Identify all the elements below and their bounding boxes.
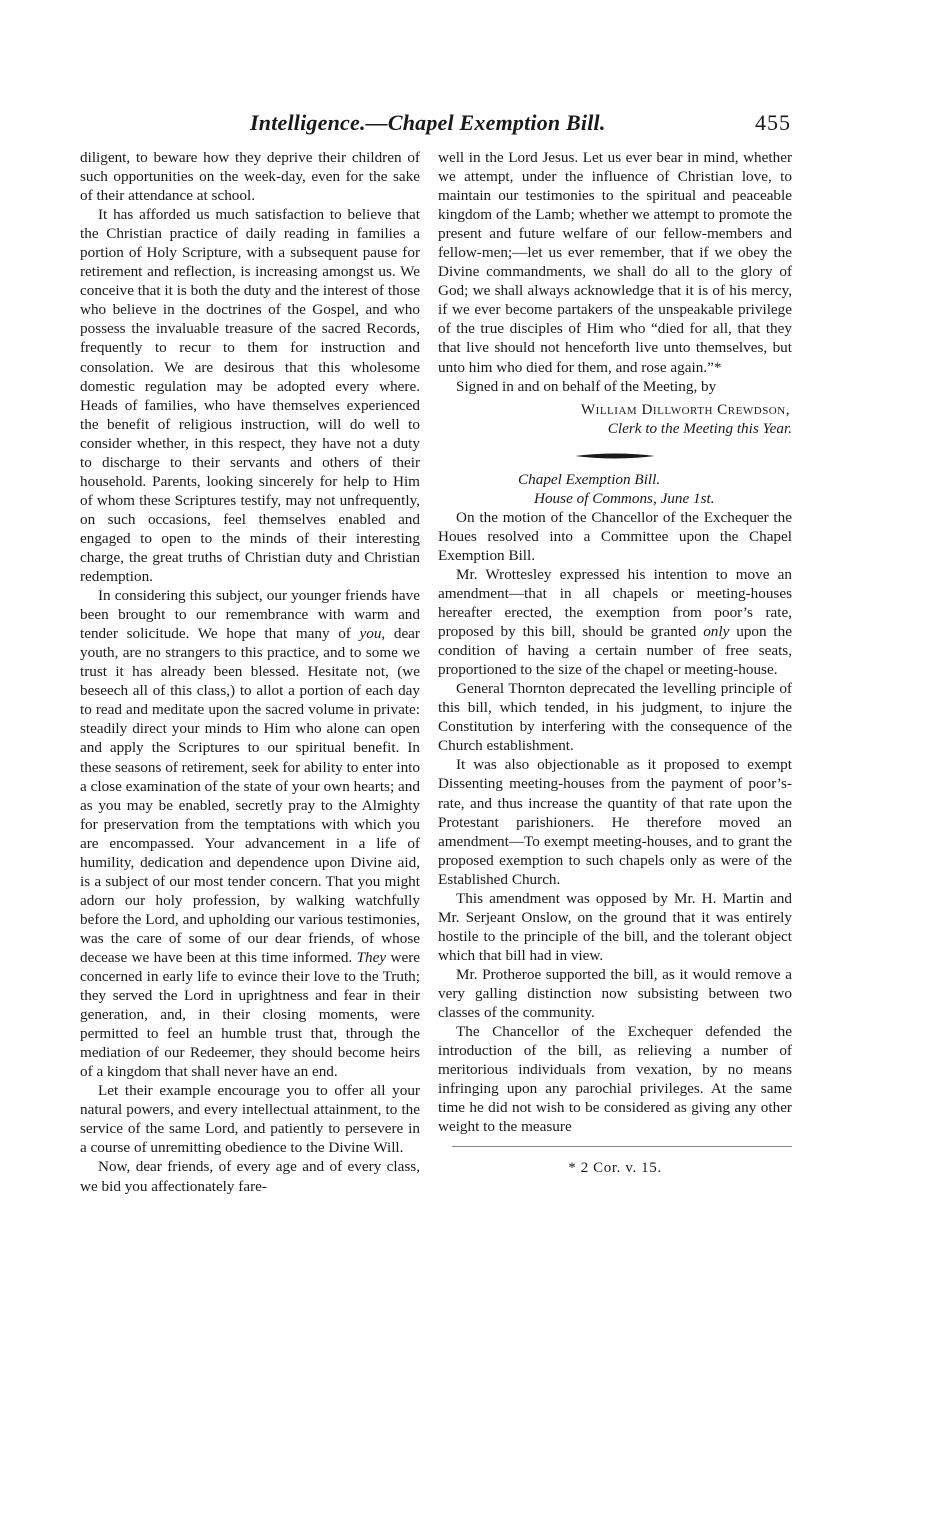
text-run: upon the condition of having a certain number of free seats, proportioned to the size of the chapel or meeting-house. [438,623,792,679]
section-title: Chapel Exemption Bill. [518,470,661,488]
signature-name: William Dillworth Crewdson, [580,400,790,418]
left-column [80,148,420,1196]
text-run: , dear youth, are no strangers to this practice, and to some we trust it has already been blessed. Hesitate not, (we beseech all of this class,) to allot a portion of each day to read and meditate upon the sacred volume in private: steadily direct your minds to Him who alone can open and apply the Scriptures to our spiritual benefit. In these seasons of retirement, seek for ability to enter into a close examination of the state of your own hearts; and as you may be enabled, secretly pray to the Almighty for preservation from the temptations with which you are encompassed. Your advancement in a life of humility, dedication and dependence upon Divine aid, is a subject of our most tender concern. That you might adorn our holy profession, by walking watchfully before the Lord, and upholding our various testimonies, was the care of some of our dear friends, of whose decease we have been at this time informed. [80,625,420,966]
text-run: were concerned in early life to evince their love to the Truth; they served the Lord in uprightness and fear in their generation, and, in their closing moments, were permitted to feel an humble trust that, through the mediation of our Redeemer, they should become heirs of a kingdom that shall never have an end. [80,948,421,1081]
paragraph: On the motion of the Chancellor of the Exchequer the Houes resolved into a Committee upon the Chapel Exemption Bill. [438,508,792,564]
page-number: 455 [755,110,791,135]
emphasis: They [356,948,387,966]
footnote: * 2 Cor. v. 15. [568,1160,662,1177]
paragraph [80,586,420,1081]
paragraph: General Thornton deprecated the levelling principle of this bill, which tended, in his judgment, to injure the Constitution by interfering with the consequence of the Church establishment. [438,680,792,755]
signature-block [438,400,792,438]
text-run: In considering this subject, our younger friends have been brought to our remembrance with warm and tender solicitude. We hope that many of [80,587,420,643]
emphasis: you [359,625,382,643]
signed-by-line: Signed in and on behalf of the Meeting, by [456,377,717,395]
paragraph: It has afforded us much satisfaction to believe that the Christian practice of daily reading in families a portion of Holy Scripture, with a subsequent pause for retirement and reflection, is increasing amongst us. We conceive that it is both the duty and the interest of those who believe in the doctrines of the Gospel, and who possess the invaluable treasure of the sacred Records, frequently to recur to them for instruction and consolation. We are desirous that this wholesome domestic regulation may be adopted every where. Heads of families, who have themselves experienced the benefit of religious instruction, will do well to consider whether, in this respect, they have not a duty to discharge to their servants and others of their household. Parents, looking sincerely for help to Him of whom these Scriptures testify, may not unfrequently, on such occasions, feel themselves enabled and engaged to open to the minds of their interesting charge, the great truths of Christian duty and Christian redemption. [80,206,420,586]
paragraph: It was also objectionable as it proposed to exempt Dissenting meeting-houses from the payment of poor’s-rate, and thus increase the quantity of that rate upon the Protestant parishioners. He therefore moved an amendment—To exempt meeting-houses, and to grant the proposed exemption to such chapels only as were of the Established Church. [438,756,792,888]
paragraph [438,565,792,679]
paragraph: Mr. Protheroe supported the bill, as it would remove a very galling distinction now subsisting between two classes of the community. [438,965,792,1022]
signature-title: Clerk to the Meeting this Year. [607,419,792,437]
paragraph: well in the Lord Jesus. Let us ever bear in mind, whether we attempt, under the influence of Christian love, to maintain our testimonies to the spiritual and peaceable kingdom of the Lamb; whether we attempt to promote the present and future welfare of our fellow-members and fellow-men;—let us ever remember, that if we obey the Divine commandments, we shall do all to the glory of God; we shall always acknowledge that it is of his mercy, if we ever become partakers of the unspeakable privilege of the true disciples of Him who “died for all, that they that live should not henceforth live unto themselves, but unto him who died for them, and rose again.”* [438,149,792,376]
dateline: House of Commons, June 1st. [534,489,715,507]
paragraph: diligent, to beware how they deprive their children of such opportunities on the week-day, even for the sake of their attendance at school. [80,149,420,205]
paragraph: This amendment was opposed by Mr. H. Martin and Mr. Serjeant Onslow, on the ground that it was entirely hostile to the principle of the bill, and the tolerant object which that bill had in view. [438,889,792,964]
emphasis: only [703,623,730,641]
footnote-divider [452,1146,792,1147]
paragraph: Let their example encourage you to offer all your natural powers, and every intellectual attainment, to the service of the same Lord, and patiently to persevere in a course of unremitting obedience to the Divine Will. [80,1082,420,1157]
paragraph: Now, dear friends, of every age and of every class, we bid you affectionately fare- [80,1158,420,1195]
right-column [438,148,792,1178]
running-title: Intelligence.—Chapel Exemption Bill. [250,110,606,135]
paragraph: The Chancellor of the Exchequer defended the introduction of the bill, as relieving a number of meritorious individuals from vexation, by no means infringing upon any parochial privileges. At the same time he did not wish to be considered as giving any other weight to the measure [438,1023,792,1136]
text-run: Mr. Wrottesley expressed his intention to move an amendment—that in all chapels or meeting-houses hereafter erected, the exemption from poor’s rate, proposed by this bill, should be granted [438,565,792,641]
ornament-rule-icon [575,452,655,460]
